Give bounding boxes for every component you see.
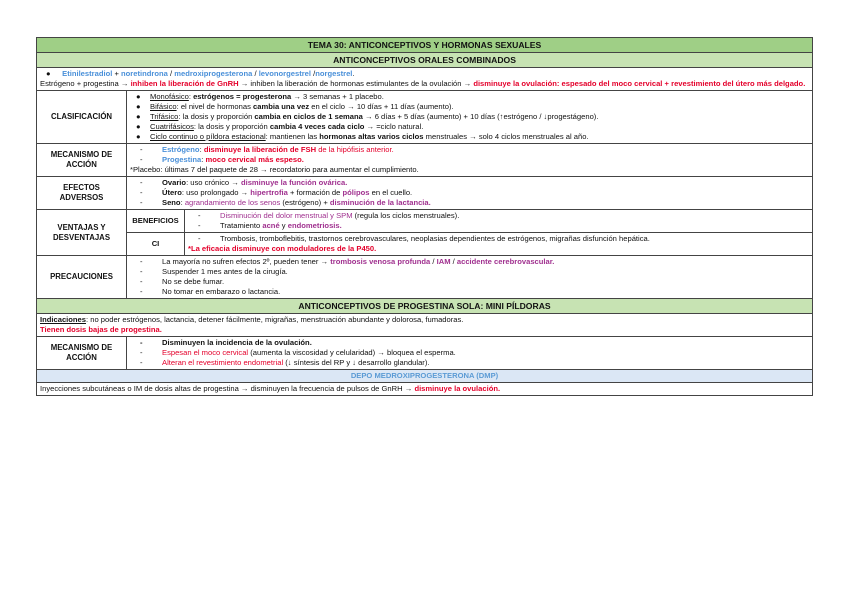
clasificacion-cell bbox=[127, 91, 813, 144]
drug-etinilestradiol: Etinilestradiol bbox=[62, 69, 113, 78]
item-text: en el ciclo → 10 días + 11 días (aumento). bbox=[309, 102, 454, 111]
drug-medroxiprogesterona: medroxiprogesterona bbox=[174, 69, 253, 78]
drug-list bbox=[40, 69, 809, 79]
dmp-line bbox=[40, 384, 809, 394]
item-highlight: trombosis venosa profunda bbox=[330, 257, 431, 266]
mechanism-highlight: : bbox=[556, 79, 560, 88]
dash-icon: - bbox=[140, 277, 143, 286]
item-text: : bbox=[201, 155, 204, 164]
item-highlight: moco cervical más espeso bbox=[205, 155, 302, 164]
dash-icon: - bbox=[140, 145, 143, 154]
list-item bbox=[130, 112, 809, 122]
label-line: DESVENTAJAS bbox=[52, 232, 111, 242]
label-line: VENTAJAS Y bbox=[57, 222, 106, 232]
item-bold: cambia una vez bbox=[253, 102, 310, 111]
item-text: + formación de bbox=[289, 188, 341, 197]
bullet-icon: ● bbox=[136, 112, 141, 121]
item-highlight: . bbox=[498, 384, 501, 393]
item-text: (↓ síntesis del RP y ↓ desarrollo glandular). bbox=[285, 358, 430, 367]
item-highlight: disminución de la lactancia bbox=[329, 198, 429, 207]
mechanism-highlight: inhiben la liberación de GnRH bbox=[130, 79, 239, 88]
dash-icon: - bbox=[140, 188, 143, 197]
item-text: No se debe fumar. bbox=[162, 277, 225, 286]
item-text: : bbox=[199, 145, 202, 154]
item-text: → 3 semanas + 1 placebo. bbox=[291, 92, 384, 101]
list-item bbox=[130, 92, 809, 102]
document-title: TEMA 30: ANTICONCEPTIVOS Y HORMONAS SEXUALES bbox=[37, 38, 813, 53]
mechanism-highlight: espesado del moco cervical bbox=[561, 79, 663, 88]
item-highlight: Alteran el revestimiento endometrial bbox=[162, 358, 284, 367]
item-text: Tratamiento bbox=[220, 221, 261, 230]
drug-norgestrel: norgestrel bbox=[315, 69, 353, 78]
item-term: Estrógeno bbox=[162, 145, 200, 154]
label-line: EFECTOS bbox=[63, 183, 100, 192]
item-text: Trombosis, tromboflebitis, trastornos cerebrovasculares, neoplasias dependientes de estrógenos, migrañas disfunción hepática. bbox=[220, 234, 650, 243]
document-page bbox=[36, 37, 812, 396]
drug-separator: / bbox=[313, 69, 316, 78]
dash-icon: - bbox=[140, 287, 143, 296]
item-text: → =ciclo natural. bbox=[364, 122, 424, 131]
item-highlight: accidente cerebrovascular bbox=[456, 257, 553, 266]
bullet-icon: ● bbox=[136, 102, 141, 111]
ci-cell bbox=[185, 233, 813, 256]
list-item: - La mayoría no sufren efectos 2º, pueden tener → trombosis venosa profunda / IAM / accidente cerebrovascular. bbox=[130, 257, 809, 267]
dash-icon: - bbox=[140, 178, 143, 187]
item-highlight: disminuye la liberación de FSH bbox=[203, 145, 317, 154]
item-text: → 6 días + 5 días (aumento) + 10 días (↑estrógeno / ↓progestágeno). bbox=[362, 112, 599, 121]
drug-noretindrona: noretindrona bbox=[121, 69, 168, 78]
list-item: - Estrógeno: disminuye la liberación de FSH de la hipófisis anterior. bbox=[130, 145, 809, 155]
beneficios-cell bbox=[185, 210, 813, 233]
item-text: : la dosis y proporción bbox=[178, 112, 255, 121]
mecanismo-label bbox=[37, 144, 127, 177]
list-item bbox=[130, 348, 809, 358]
list-item bbox=[130, 358, 809, 368]
item-text: menstruales → solo 4 ciclos menstruales al año. bbox=[423, 132, 589, 141]
item-highlight: disminuye la función ovárica bbox=[240, 178, 346, 187]
drug-list-end: . bbox=[352, 69, 355, 78]
summary-table bbox=[36, 37, 813, 396]
item-highlight: pólipos bbox=[342, 188, 370, 197]
item-term: Ciclo continuo o píldora estacional bbox=[150, 132, 266, 141]
precauciones-cell bbox=[127, 256, 813, 299]
item-bold: hormonas altas varios ciclos bbox=[319, 132, 424, 141]
drug-separator: / bbox=[254, 69, 257, 78]
drug-separator: + bbox=[114, 69, 119, 78]
beneficios-row bbox=[37, 210, 813, 233]
item-bold: cambia 4 veces cada ciclo bbox=[269, 122, 365, 131]
dmp-header: DEPO MEDROXIPROGESTERONA (DMP) bbox=[37, 370, 813, 383]
item-highlight: IAM bbox=[436, 257, 451, 266]
list-item bbox=[130, 122, 809, 132]
placebo-note: *Placebo: últimas 7 del paquete de 28 → recordatorio para aumentar el cumplimiento. bbox=[130, 165, 419, 174]
item-text: : el nivel de hormonas bbox=[176, 102, 253, 111]
dmp-row bbox=[37, 383, 813, 396]
bullet-icon: ● bbox=[136, 132, 141, 141]
mechanism-highlight: + bbox=[664, 79, 669, 88]
section2-header-row bbox=[37, 299, 813, 314]
list-item bbox=[130, 287, 809, 297]
dash-icon: - bbox=[198, 234, 201, 243]
label-line: ADVERSOS bbox=[59, 193, 104, 202]
section1-header-row bbox=[37, 53, 813, 68]
bullet-icon: ● bbox=[136, 122, 141, 131]
dash-icon: - bbox=[198, 221, 201, 230]
item-text: (aumenta la viscosidad y celularidad) → bloquea el esperma. bbox=[250, 348, 456, 357]
item-text: : uso crónico → bbox=[186, 178, 239, 187]
bullet-icon: ● bbox=[46, 69, 51, 78]
efectos-cell bbox=[127, 177, 813, 210]
item-text: Inyecciones subcutáneas o IM de dosis altas de progestina → disminuyen la frecuencia de pulsos de GnRH → bbox=[40, 384, 413, 393]
item-text: : mantienen las bbox=[265, 132, 320, 141]
dash-icon: - bbox=[140, 257, 143, 266]
list-item bbox=[130, 188, 809, 198]
item-text: en el cuello. bbox=[371, 188, 413, 197]
mechanism-text: Estrógeno + progestina → bbox=[40, 79, 129, 88]
mechanism-highlight: . bbox=[803, 79, 806, 88]
mechanism-text: → inhiben la liberación de hormonas estimulantes de la ovulación → bbox=[240, 79, 472, 88]
list-item bbox=[188, 211, 809, 221]
dash-icon: - bbox=[198, 211, 201, 220]
list-item bbox=[130, 102, 809, 112]
mecanismo2-row bbox=[37, 337, 813, 370]
title-row bbox=[37, 38, 813, 53]
indicaciones-line bbox=[40, 315, 809, 325]
indicaciones-row bbox=[37, 314, 813, 337]
item-term: Monofásico bbox=[150, 92, 189, 101]
item-text: (estrógeno) + bbox=[282, 198, 328, 207]
dash-icon: - bbox=[140, 358, 143, 367]
item-highlight: disminuye la ovulación bbox=[414, 384, 498, 393]
list-item: - Ovario: uso crónico → disminuye la función ovárica. bbox=[130, 178, 809, 188]
item-term: Bifásico bbox=[150, 102, 177, 111]
intro-cell bbox=[37, 68, 813, 91]
clasificacion-row bbox=[37, 91, 813, 144]
list-item bbox=[130, 267, 809, 277]
item-text: : bbox=[188, 92, 194, 101]
list-item: - Seno: agrandamiento de los senos (estrógeno) + disminución de la lactancia. bbox=[130, 198, 809, 208]
ci-row bbox=[37, 233, 813, 256]
dash-icon: - bbox=[140, 338, 143, 347]
mecanismo2-cell bbox=[127, 337, 813, 370]
label-line: MECANISMO DE bbox=[50, 343, 113, 352]
mechanism-highlight: disminuye la ovulación bbox=[473, 79, 557, 88]
list-item bbox=[188, 234, 809, 244]
combined-mechanism bbox=[40, 79, 809, 89]
item-highlight: Disminución del dolor menstrual y SPM bbox=[220, 211, 353, 220]
item-text: : la dosis y proporción bbox=[193, 122, 270, 131]
list-item bbox=[130, 132, 809, 142]
list-item: - Progestina: moco cervical más espeso. bbox=[130, 155, 809, 165]
item-text: No tomar en embarazo o lactancia. bbox=[162, 287, 281, 296]
dmp-header-row bbox=[37, 370, 813, 383]
efectos-row bbox=[37, 177, 813, 210]
item-term: Ovario bbox=[162, 178, 187, 187]
drug-levonorgestrel: levonorgestrel bbox=[258, 69, 312, 78]
item-term: Trifásico bbox=[150, 112, 179, 121]
precauciones-label: PRECAUCIONES bbox=[37, 256, 127, 299]
beneficios-label: BENEFICIOS bbox=[127, 210, 185, 233]
item-term: Indicaciones bbox=[40, 315, 87, 324]
list-item bbox=[130, 277, 809, 287]
label-line: ACCIÓN bbox=[66, 160, 97, 169]
mecanismo-row bbox=[37, 144, 813, 177]
drug-separator: / bbox=[169, 69, 173, 78]
item-bold: estrógenos = progesterona bbox=[193, 92, 292, 101]
item-text: : uso prolongado → bbox=[181, 188, 249, 197]
item-term: Progestina bbox=[162, 155, 202, 164]
item-text: Suspender 1 mes antes de la cirugía. bbox=[162, 267, 288, 276]
item-text: : no poder estrógenos, lactancia, detener fácilmente, migrañas, menstruación abundante y dolorosa, fumadoras. bbox=[86, 315, 464, 324]
item-term: Seno bbox=[162, 198, 181, 207]
list-item bbox=[130, 338, 809, 348]
ventajas-label bbox=[37, 210, 127, 256]
dash-icon: - bbox=[140, 198, 143, 207]
item-text: : bbox=[180, 198, 183, 207]
item-highlight: endometriosis bbox=[287, 221, 340, 230]
item-text: y bbox=[281, 221, 286, 230]
dash-icon: - bbox=[140, 348, 143, 357]
ci-note: *La eficacia disminuye con moduladores de la P450. bbox=[188, 244, 377, 253]
item-text: La mayoría no sufren efectos 2º, pueden tener → bbox=[162, 257, 329, 266]
mecanismo2-label bbox=[37, 337, 127, 370]
item-term: Cuatrifásicos bbox=[150, 122, 194, 131]
item-highlight: hipertrofia bbox=[250, 188, 288, 197]
indicaciones-cell bbox=[37, 314, 813, 337]
intro-row bbox=[37, 68, 813, 91]
dash-icon: - bbox=[140, 267, 143, 276]
item-highlight: de la hipófisis anterior bbox=[318, 145, 392, 154]
bullet-icon: ● bbox=[136, 92, 141, 101]
dosis-note: Tienen dosis bajas de progestina. bbox=[40, 325, 162, 334]
item-highlight: Espesan el moco cervical bbox=[162, 348, 249, 357]
label-line: ACCIÓN bbox=[66, 353, 97, 362]
precauciones-row bbox=[37, 256, 813, 299]
section1-header: ANTICONCEPTIVOS ORALES COMBINADOS bbox=[37, 53, 813, 68]
dmp-cell bbox=[37, 383, 813, 396]
mechanism-highlight: revestimiento del útero más delgado bbox=[671, 79, 804, 88]
item-text: (regula los ciclos menstruales). bbox=[354, 211, 460, 220]
item-text: Disminuyen la incidencia de la ovulación. bbox=[162, 338, 312, 347]
list-item: - Tratamiento acné y endometriosis. bbox=[188, 221, 809, 231]
efectos-label bbox=[37, 177, 127, 210]
dash-icon: - bbox=[140, 155, 143, 164]
label-line: MECANISMO DE bbox=[50, 150, 113, 159]
item-bold: cambia en ciclos de 1 semana bbox=[254, 112, 363, 121]
section2-header: ANTICONCEPTIVOS DE PROGESTINA SOLA: MINI PÍLDORAS bbox=[37, 299, 813, 314]
item-highlight: acné bbox=[262, 221, 280, 230]
ci-label: CI bbox=[127, 233, 185, 256]
item-highlight: agrandamiento de los senos bbox=[184, 198, 281, 207]
mecanismo-cell bbox=[127, 144, 813, 177]
clasificacion-label: CLASIFICACIÓN bbox=[37, 91, 127, 144]
item-term: Útero bbox=[162, 188, 182, 197]
